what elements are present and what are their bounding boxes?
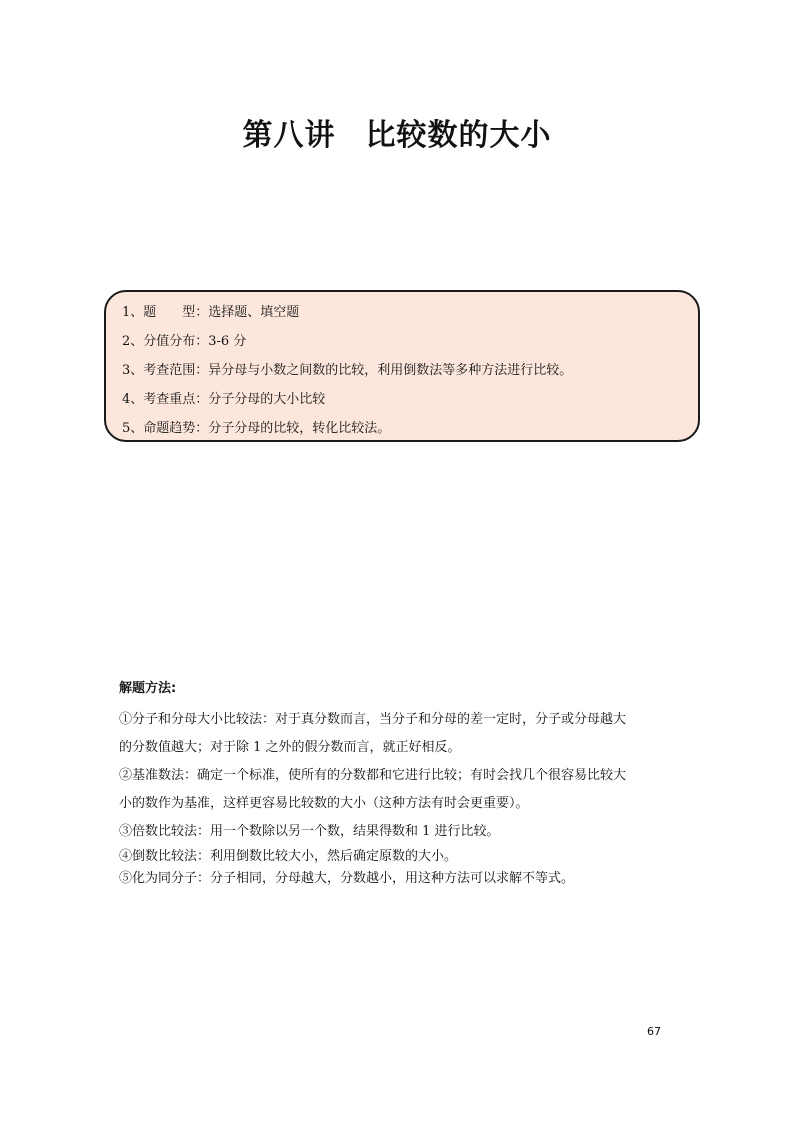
- title-lecture-number: 第八讲: [242, 118, 336, 153]
- method-line-4: 小的数作为基准，这样更容易比较数的大小（这种方法有时会更重要）。: [119, 796, 529, 811]
- info-item-exam-scope: 3、考查范围：异分母与小数之间数的比较，利用倒数法等多种方法进行比较。: [122, 363, 573, 378]
- method-line-6: ④倒数比较法：利用倒数比较大小，然后确定原数的大小。: [119, 849, 458, 864]
- method-line-5: ③倍数比较法：用一个数除以另一个数，结果得数和 1 进行比较。: [119, 824, 500, 839]
- title-topic: 比较数的大小: [365, 118, 552, 153]
- method-line-2: 的分数值越大；对于除 1 之外的假分数而言，就正好相反。: [119, 740, 461, 755]
- method-line-3: ②基准数法：确定一个标准，使所有的分数都和它进行比较；有时会找几个很容易比较大: [119, 768, 627, 783]
- info-item-question-type: 1、题 型：选择题、填空题: [122, 305, 300, 320]
- exam-info-box: [104, 290, 700, 442]
- info-item-score-distribution: 2、分值分布：3-6 分: [122, 334, 247, 349]
- info-item-exam-focus: 4、考查重点：分子分母的大小比较: [122, 392, 326, 407]
- page-number: 67: [647, 1025, 661, 1038]
- info-item-trend: 5、命题趋势：分子分母的比较，转化比较法。: [122, 421, 391, 436]
- methods-heading: 解题方法:: [119, 681, 177, 696]
- page-title: [0, 110, 794, 154]
- method-line-1: ①分子和分母大小比较法：对于真分数而言，当分子和分母的差一定时，分子或分母越大: [119, 712, 627, 727]
- method-line-7: ⑤化为同分子：分子相同，分母越大，分数越小，用这种方法可以求解不等式。: [119, 871, 575, 886]
- solution-methods-section: [119, 680, 679, 890]
